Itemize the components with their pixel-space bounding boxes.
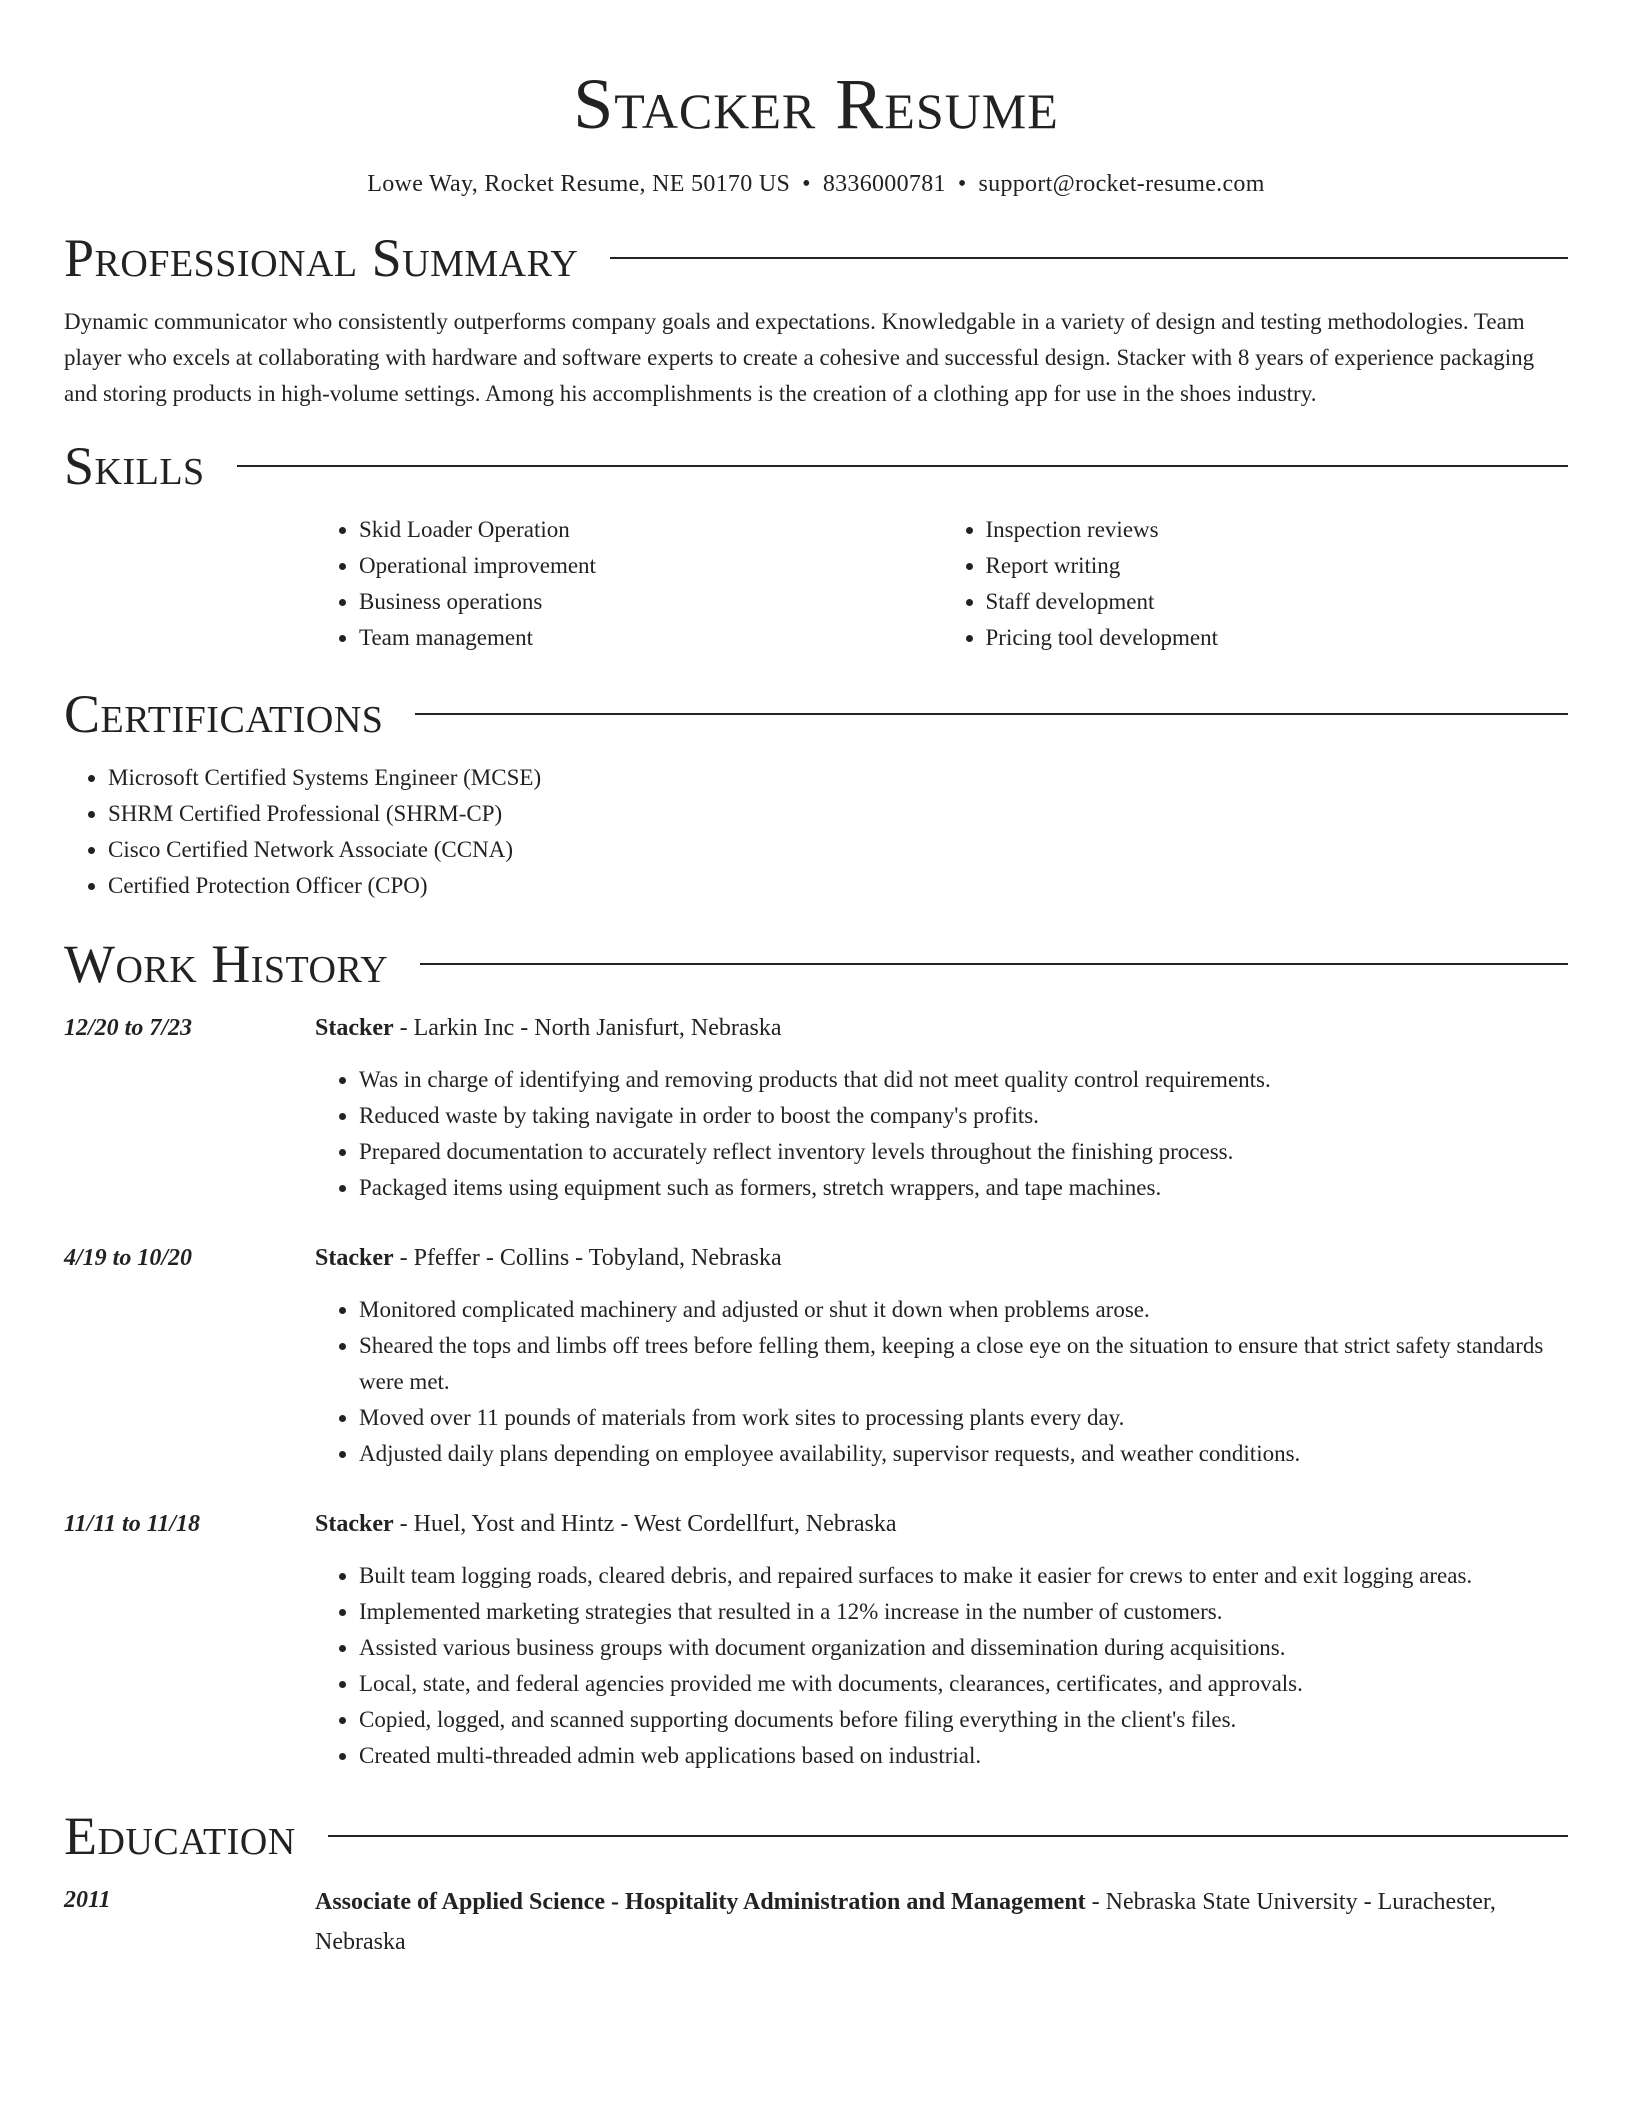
certification-item: • SHRM Certified Professional (SHRM-CP) [108, 796, 1568, 832]
job-title-line [315, 1240, 1568, 1276]
job-entry [64, 1010, 1568, 1206]
section-divider [610, 257, 1568, 259]
certifications-heading: Certifications [64, 684, 384, 744]
section-divider [237, 465, 1568, 467]
job-entry [64, 1240, 1568, 1472]
skills-list-right [942, 512, 1569, 656]
job-bullet: • Created multi-threaded admin web applications based on industrial. [359, 1738, 1568, 1774]
section-divider [415, 713, 1568, 715]
job-bullet: • Packaged items using equipment such as formers, stretch wrappers, and tape machines. [359, 1170, 1568, 1206]
job-body [315, 1010, 1568, 1206]
job-bullets [315, 1292, 1568, 1472]
job-bullet: • Copied, logged, and scanned supporting documents before filing everything in the client's files. [359, 1702, 1568, 1738]
job-bullet: • Reduced waste by taking navigate in order to boost the company's profits. [359, 1098, 1568, 1134]
job-bullet: • Local, state, and federal agencies provided me with documents, clearances, certificates, and approvals. [359, 1666, 1568, 1702]
job-title: Stacker [315, 1245, 394, 1271]
summary-heading: Professional Summary [64, 228, 579, 288]
contact-line [64, 168, 1568, 200]
job-bullet: • Adjusted daily plans depending on employee availability, supervisor requests, and weather conditions. [359, 1436, 1568, 1472]
certifications-section-header [64, 682, 1568, 746]
job-employer: - Huel, Yost and Hintz - West Cordellfurt, Nebraska [393, 1511, 897, 1537]
job-body [315, 1506, 1568, 1774]
job-bullet: • Monitored complicated machinery and adjusted or shut it down when problems arose. [359, 1292, 1568, 1328]
job-bullet: • Moved over 11 pounds of materials from work sites to processing plants every day. [359, 1400, 1568, 1436]
contact-separator: • [802, 171, 811, 197]
job-entry [64, 1506, 1568, 1774]
skill-item: • Operational improvement [359, 548, 942, 584]
education-school: - Nebraska State University - Lurachester, Nebraska [315, 1889, 1496, 1955]
skills-section-header [64, 434, 1568, 498]
section-divider [328, 1835, 1568, 1837]
job-bullet: • Implemented marketing strategies that resulted in a 12% increase in the number of customers. [359, 1594, 1568, 1630]
job-title: Stacker [315, 1015, 394, 1041]
job-date: 12/20 to 7/23 [64, 1015, 193, 1041]
skill-item: • Pricing tool development [986, 620, 1569, 656]
contact-phone: 8336000781 [822, 171, 946, 197]
certification-item: • Cisco Certified Network Associate (CCNA) [108, 832, 1568, 868]
skills-heading: Skills [64, 436, 205, 496]
job-title: Stacker [315, 1511, 394, 1537]
education-date: 2011 [64, 1887, 111, 1913]
job-bullet: • Prepared documentation to accurately reflect inventory levels throughout the finishing process. [359, 1134, 1568, 1170]
education-line [315, 1882, 1568, 1962]
skill-item: • Staff development [986, 584, 1569, 620]
resume-name: Stacker Resume [573, 64, 1059, 144]
contact-separator: • [957, 171, 967, 197]
job-body [315, 1240, 1568, 1472]
job-employer: - Larkin Inc - North Janisfurt, Nebraska [393, 1015, 782, 1041]
summary-text: Dynamic communicator who consistently outperforms company goals and expectations. Knowledgable in a variety of design and testing methodologies. Team player who excels at collaborating with hardware and software experts to create a cohesive and successful design. Stacker with 8 years of experience packaging and storing products in high-volume settings. Among his accomplishments is the creation of a clothing app for use in the shoes industry. [64, 309, 1535, 406]
summary-section-header [64, 226, 1568, 290]
job-bullets [315, 1062, 1568, 1206]
education-heading: Education [64, 1806, 296, 1866]
job-date: 11/11 to 11/18 [64, 1511, 201, 1537]
skill-item: • Report writing [986, 548, 1569, 584]
certifications-list [64, 760, 1568, 904]
work-heading: Work History [64, 934, 389, 994]
skill-item: • Business operations [359, 584, 942, 620]
skill-item: • Team management [359, 620, 942, 656]
job-bullet: • Built team logging roads, cleared debris, and repaired surfaces to make it easier for crews to enter and exit logging areas. [359, 1558, 1568, 1594]
job-date: 4/19 to 10/20 [64, 1245, 193, 1271]
certification-item: • Certified Protection Officer (CPO) [108, 868, 1568, 904]
job-bullet: • Sheared the tops and limbs off trees before felling them, keeping a close eye on the situation to ensure that strict safety standards were met. [359, 1328, 1568, 1400]
work-section-header [64, 932, 1568, 996]
job-employer: - Pfeffer - Collins - Tobyland, Nebraska [393, 1245, 782, 1271]
skills-grid [315, 512, 1568, 656]
education-section-header [64, 1804, 1568, 1868]
education-entry [64, 1882, 1568, 1962]
skill-item: • Inspection reviews [986, 512, 1569, 548]
section-divider [420, 963, 1568, 965]
job-bullet: • Was in charge of identifying and removing products that did not meet quality control requirements. [359, 1062, 1568, 1098]
education-body [315, 1882, 1568, 1962]
education-degree: Associate of Applied Science - Hospitality Administration and Management [315, 1889, 1086, 1915]
job-title-line [315, 1506, 1568, 1542]
skill-item: • Skid Loader Operation [359, 512, 942, 548]
job-bullets [315, 1558, 1568, 1774]
contact-address: Lowe Way, Rocket Resume, NE 50170 US [367, 171, 791, 197]
certification-item: • Microsoft Certified Systems Engineer (MCSE) [108, 760, 1568, 796]
job-bullet: • Assisted various business groups with document organization and dissemination during acquisitions. [359, 1630, 1568, 1666]
job-title-line [315, 1010, 1568, 1046]
contact-email: support@rocket-resume.com [978, 171, 1265, 197]
skills-list-left [315, 512, 942, 656]
